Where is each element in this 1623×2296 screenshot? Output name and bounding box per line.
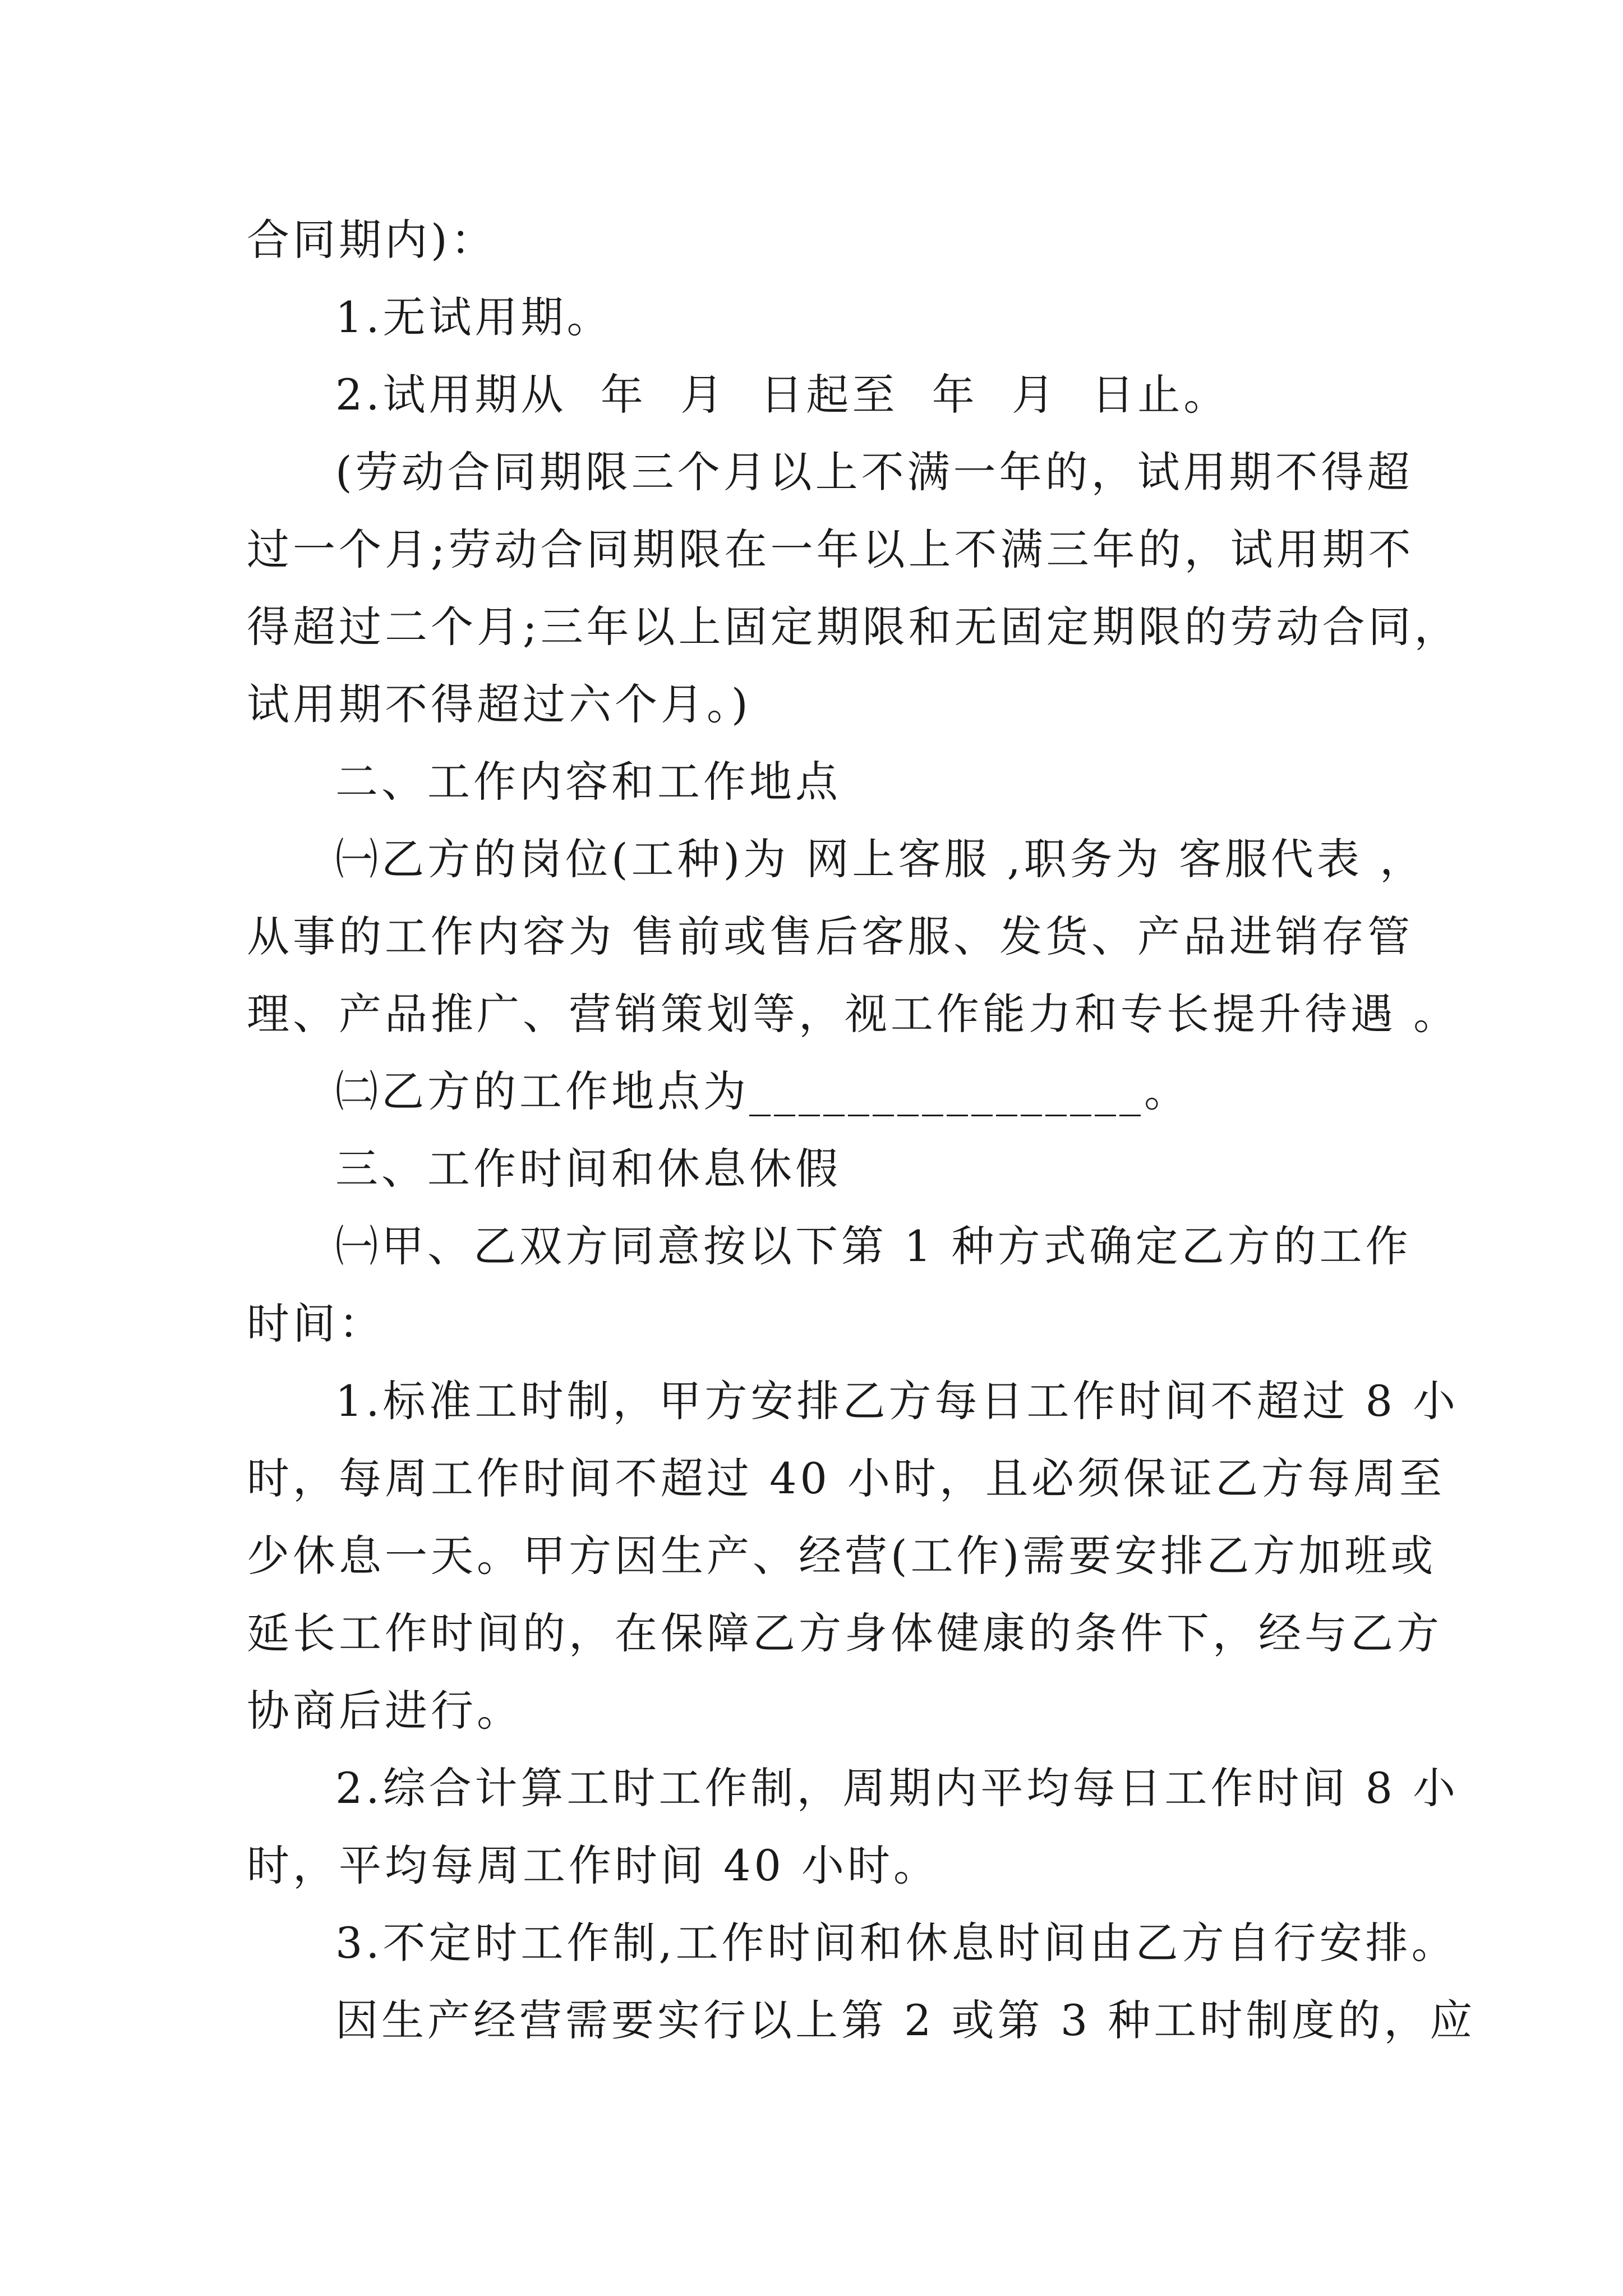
text-line: 少休息一天。甲方因生产、经营(工作)需要安排乙方加班或 (247, 1531, 1437, 1581)
text-line: ㈡乙方的工作地点为________________。 (335, 1066, 1190, 1116)
text-line: (劳动合同期限三个月以上不满一年的，试用期不得超 (335, 447, 1413, 497)
text-line: 协商后进行。 (247, 1686, 523, 1736)
section-heading: 三、工作时间和休息休假 (335, 1144, 841, 1194)
text-line: 时，平均每周工作时间 40 小时。 (247, 1841, 940, 1890)
text-line: 因生产经营需要实行以上第 2 或第 3 种工时制度的，应 (335, 1995, 1476, 2045)
text-line: 理、产品推广、营销策划等，视工作能力和专长提升待遇 。 (247, 989, 1460, 1039)
text-line: 得超过二个月;三年以上固定期限和无固定期限的劳动合同， (247, 602, 1460, 652)
section-heading: 二、工作内容和工作地点 (335, 757, 841, 807)
text-line: 时间： (247, 1299, 385, 1349)
text-line: 1.标准工时制，甲方安排乙方每日工作时间不超过 8 小 (335, 1376, 1459, 1426)
text-line: ㈠乙方的岗位(工种)为 网上客服 ,职务为 客服代表 ， (335, 834, 1426, 884)
text-line: 3.不定时工作制,工作时间和休息时间由乙方自行安排。 (335, 1918, 1458, 1968)
text-line: 从事的工作内容为 售前或售后客服、发货、产品进销存管 (247, 912, 1414, 961)
text-line: 合同期内)： (247, 215, 497, 265)
text-line: 过一个月;劳动合同期限在一年以上不满三年的，试用期不 (247, 524, 1414, 574)
text-line: 时，每周工作时间不超过 40 小时，且必须保证乙方每周至 (247, 1453, 1446, 1503)
text-line: 试用期不得超过六个月。) (247, 679, 751, 729)
text-line: 1.无试用期。 (335, 292, 613, 342)
text-line: ㈠甲、乙双方同意按以下第 1 种方式确定乙方的工作 (335, 1221, 1412, 1271)
text-line: 延长工作时间的，在保障乙方身体健康的条件下，经与乙方 (247, 1608, 1442, 1658)
text-line: 2.综合计算工时工作制，周期内平均每日工作时间 8 小 (335, 1763, 1459, 1813)
text-line: 2.试用期从 年 月 日起至 年 月 日止。 (335, 370, 1230, 420)
